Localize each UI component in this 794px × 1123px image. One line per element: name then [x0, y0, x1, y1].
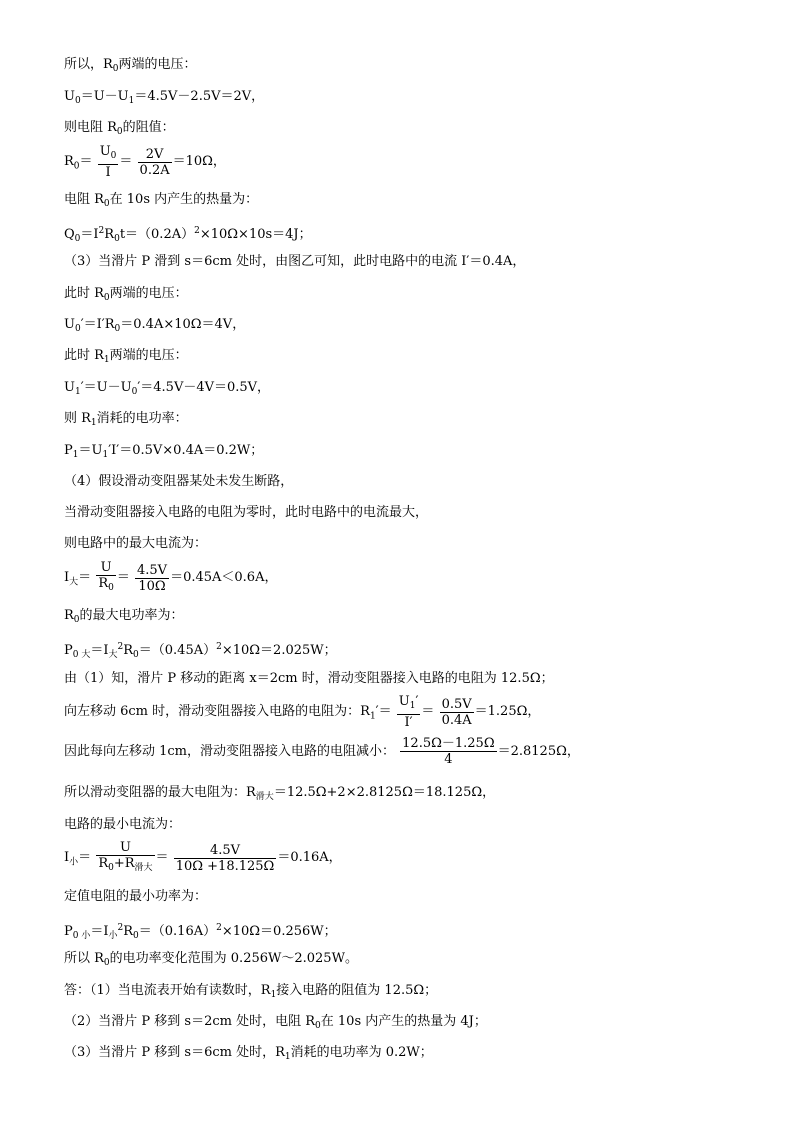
fraction: $\frac{U}{R_0}$ — [98, 560, 114, 593]
text-line: $U_0=U-U_1=4.5V-2.5V=2V$， — [64, 89, 265, 106]
fraction: $\frac{2V}{0.2A}$ — [139, 146, 170, 178]
text-line: 电路的最小电流为： — [64, 817, 182, 832]
text-line: 所以滑动变阻器的最大电阻为：$R_{滑大}=12.5\Omega+2\times 2.8125\Omega=18.125\Omega$， — [64, 785, 496, 802]
fraction: $\frac{4.5V}{10\Omega}$ — [137, 562, 168, 594]
formula-line: $I_大=$ $\frac{U}{R_0}$ ＝ $\frac{4.5V}{10\Omega}$ ＝0.45A＜0.6A， — [64, 560, 277, 596]
text-line: 此时 $R_0$两端的电压： — [64, 286, 188, 303]
fraction: $\frac{0.5V}{0.4A}$ — [441, 696, 472, 728]
text-line: $P_{0 小}=I_小^2R_0=(0.16A)^2\times 10\Omega=0.256W$； — [64, 923, 337, 941]
text-line: 由（1）知，滑片 P 移动的距离 x＝2cm 时，滑动变阻器接入电路的电阻为 12.5Ω； — [64, 671, 554, 686]
text-line: 则 $R_1$消耗的电功率： — [64, 411, 188, 428]
fraction: $\frac{U}{R_0+R_{滑大}}$ — [98, 840, 153, 873]
formula-line: $R_0=$ $\frac{U_0}{I}$ ＝ $\frac{2V}{0.2A}$ ＝10Ω， — [64, 144, 226, 180]
fraction: $\frac{4.5V}{10\Omega +18.125\Omega}$ — [175, 842, 275, 874]
fraction: $\frac{U_1'}{I'}$ — [398, 694, 419, 730]
fraction: $\frac{12.5\Omega-1.25\Omega}{4}$ — [402, 736, 495, 767]
text-line: 则电路中的最大电流为： — [64, 536, 208, 551]
text-line: $P_1=U_1'I'=0.5V\times 0.4A=0.2W$； — [64, 443, 264, 460]
text-line: 此时 $R_1$两端的电压： — [64, 348, 188, 365]
text-line: $R_0$的最大电功率为： — [64, 608, 184, 625]
text-line: （3）当滑片 P 滑到 s＝6cm 处时，由图乙可知，此时电路中的电流 I′＝0.4A， — [64, 254, 526, 269]
formula-line: $I_小=$ $\frac{U}{R_0+R_{滑大}}$ ＝ $\frac{4.5V}{10\Omega +18.125\Omega}$ ＝0.16A， — [64, 840, 342, 876]
formula-line: 向左移动 6cm 时，滑动变阻器接入电路的电阻为：$R_1'=$ $\frac{U_1'}{I'}$ ＝ $\frac{0.5V}{0.4A}$ ＝1.25Ω， — [64, 694, 541, 730]
answer-line: （3）当滑片 P 移到 s＝6cm 处时，$R_1$消耗的电功率为 0.2W； — [64, 1045, 433, 1062]
answer-line: 答：（1）当电流表开始有读数时，$R_1$接入电路的阻值为 12.5Ω； — [64, 983, 438, 1000]
text-line: $P_{0 大}=I_大^2R_0=(0.45A)^2\times 10\Omega=2.025W$； — [64, 642, 337, 660]
text-line: （4）假设滑动变阻器某处未发生断路， — [64, 474, 294, 489]
fraction: $\frac{U_0}{I}$ — [99, 144, 117, 180]
text-line: $U_0'=I'R_0=0.4A\times 10\Omega=4V$， — [64, 317, 246, 334]
formula-line: 因此每向左移动 1cm，滑动变阻器接入电路的电阻减小： $\frac{12.5\Omega-1.25\Omega}{4}$ ＝2.8125Ω， — [64, 736, 580, 767]
text-line: 所以 $R_0$的电功率变化范围为 0.256W～2.025W。 — [64, 951, 358, 968]
text-line: 所以，$R_0$两端的电压： — [64, 57, 197, 74]
text-line: 当滑动变阻器接入电路的电阻为零时，此时电路中的电流最大， — [64, 505, 429, 520]
text-line: $Q_0=I^2R_0t=(0.2A)^2\times 10\Omega\times 10s=4J$； — [64, 226, 312, 244]
text-line: 电阻 $R_0$在 10s 内产生的热量为： — [64, 192, 259, 209]
answer-line: （2）当滑片 P 移到 s＝2cm 处时，电阻 $R_0$在 10s 内产生的热量为 4J； — [64, 1014, 487, 1031]
text-line: 定值电阻的最小功率为： — [64, 889, 208, 904]
text-line: $U_1'=U-U_0'=4.5V-4V=0.5V$， — [64, 380, 271, 397]
text-line: 则电阻 $R_0$的阻值： — [64, 120, 175, 137]
